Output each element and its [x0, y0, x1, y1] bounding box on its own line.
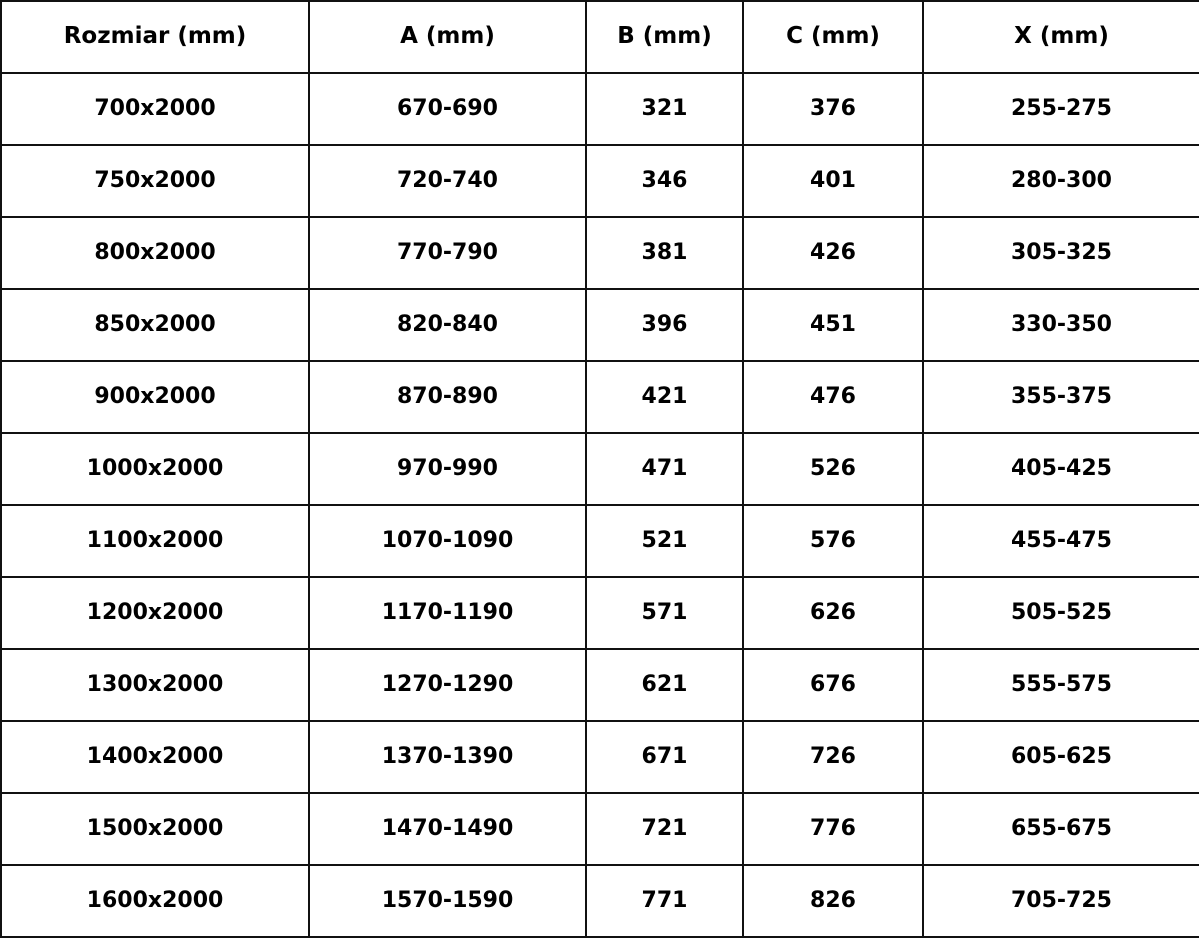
table-cell: 451 — [743, 289, 923, 361]
table-cell: 1100x2000 — [1, 505, 309, 577]
table-cell: 700x2000 — [1, 73, 309, 145]
table-cell: 376 — [743, 73, 923, 145]
table-cell: 1600x2000 — [1, 865, 309, 937]
table-cell: 455-475 — [923, 505, 1199, 577]
table-cell: 800x2000 — [1, 217, 309, 289]
table-cell: 1270-1290 — [309, 649, 586, 721]
table-cell: 720-740 — [309, 145, 586, 217]
table-cell: 655-675 — [923, 793, 1199, 865]
table-cell: 555-575 — [923, 649, 1199, 721]
column-header-a: A (mm) — [309, 1, 586, 73]
table-row — [1, 793, 1199, 865]
column-header-rozmiar: Rozmiar (mm) — [1, 1, 309, 73]
table-cell: 1200x2000 — [1, 577, 309, 649]
table-cell: 526 — [743, 433, 923, 505]
table-row — [1, 649, 1199, 721]
table-row — [1, 289, 1199, 361]
table-cell: 476 — [743, 361, 923, 433]
table-row — [1, 721, 1199, 793]
table-cell: 426 — [743, 217, 923, 289]
table-cell: 471 — [586, 433, 743, 505]
table-cell: 321 — [586, 73, 743, 145]
table-cell: 421 — [586, 361, 743, 433]
column-header-b: B (mm) — [586, 1, 743, 73]
table-cell: 576 — [743, 505, 923, 577]
table-row — [1, 865, 1199, 937]
table-cell: 1300x2000 — [1, 649, 309, 721]
table-cell: 346 — [586, 145, 743, 217]
table-body — [1, 73, 1199, 937]
table-row — [1, 217, 1199, 289]
table-row — [1, 145, 1199, 217]
table-row — [1, 577, 1199, 649]
table-cell: 770-790 — [309, 217, 586, 289]
table-cell: 721 — [586, 793, 743, 865]
table-cell: 401 — [743, 145, 923, 217]
table-cell: 381 — [586, 217, 743, 289]
table-cell: 1170-1190 — [309, 577, 586, 649]
table-cell: 355-375 — [923, 361, 1199, 433]
column-header-c: C (mm) — [743, 1, 923, 73]
table-cell: 771 — [586, 865, 743, 937]
table-cell: 870-890 — [309, 361, 586, 433]
table-row — [1, 73, 1199, 145]
table-cell: 330-350 — [923, 289, 1199, 361]
table-cell: 1470-1490 — [309, 793, 586, 865]
table-cell: 1070-1090 — [309, 505, 586, 577]
table-cell: 1370-1390 — [309, 721, 586, 793]
table-cell: 396 — [586, 289, 743, 361]
table-cell: 826 — [743, 865, 923, 937]
table-cell: 605-625 — [923, 721, 1199, 793]
table-cell: 1000x2000 — [1, 433, 309, 505]
table-cell: 670-690 — [309, 73, 586, 145]
table-header — [1, 1, 1199, 73]
table-cell: 726 — [743, 721, 923, 793]
table-row — [1, 505, 1199, 577]
table-cell: 820-840 — [309, 289, 586, 361]
column-header-x: X (mm) — [923, 1, 1199, 73]
table-row — [1, 361, 1199, 433]
table-cell: 750x2000 — [1, 145, 309, 217]
table-cell: 671 — [586, 721, 743, 793]
table-cell: 970-990 — [309, 433, 586, 505]
table-cell: 255-275 — [923, 73, 1199, 145]
table-cell: 1500x2000 — [1, 793, 309, 865]
table-cell: 305-325 — [923, 217, 1199, 289]
table-cell: 1400x2000 — [1, 721, 309, 793]
table-header-row — [1, 1, 1199, 73]
table-cell: 621 — [586, 649, 743, 721]
table-cell: 521 — [586, 505, 743, 577]
table-cell: 776 — [743, 793, 923, 865]
table-cell: 850x2000 — [1, 289, 309, 361]
table-cell: 505-525 — [923, 577, 1199, 649]
table-cell: 1570-1590 — [309, 865, 586, 937]
table-cell: 571 — [586, 577, 743, 649]
table-cell: 705-725 — [923, 865, 1199, 937]
table-cell: 626 — [743, 577, 923, 649]
table-cell: 405-425 — [923, 433, 1199, 505]
table-row — [1, 433, 1199, 505]
table-cell: 676 — [743, 649, 923, 721]
table-cell: 900x2000 — [1, 361, 309, 433]
table-cell: 280-300 — [923, 145, 1199, 217]
